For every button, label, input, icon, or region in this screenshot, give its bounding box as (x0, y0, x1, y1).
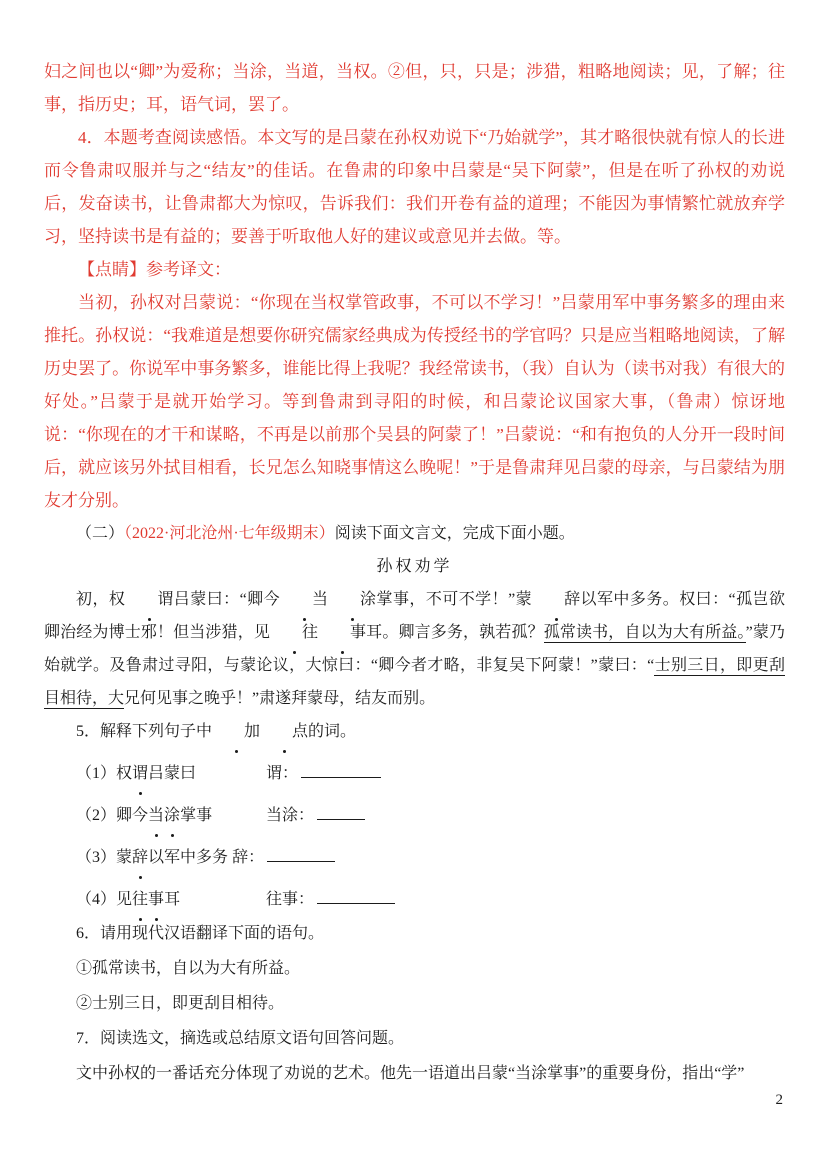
answer-blank (267, 846, 335, 862)
question-6 (44, 916, 785, 1021)
exercise-instruction: 阅读下面文言文，完成下面小题。 (334, 525, 575, 542)
question-5-item-1 (44, 757, 785, 790)
item-phrase: 权谓吕蒙曰 (116, 757, 266, 790)
item-label: 辞： (232, 849, 265, 866)
item-label: 谓： (266, 765, 299, 782)
question-7-body: 文中孙权的一番话充分体现了劝说的艺术。他先一语道出吕蒙“当涂掌事”的重要身份，指出“学” (76, 1065, 745, 1082)
item-number: （4） (76, 891, 117, 908)
exercise-header (44, 517, 785, 550)
item-phrase: 卿今当涂掌事 (116, 799, 266, 832)
exercise-number: （二） (76, 525, 125, 542)
answer-explanation-section (44, 55, 785, 517)
answer-paragraph-reference-heading: 【点睛】参考译文： (78, 260, 231, 279)
question-5-item-4 (44, 883, 785, 916)
answer-paragraph-question4: 4．本题考查阅读感悟。本文写的是吕蒙在孙权劝说下“乃始就学”，其才略很快就有惊人的长进而令鲁肃叹服并与之“结友”的佳话。在鲁肃的印象中吕蒙是“吴下阿蒙”，但是在听了孙权的劝说后，发奋读书，让鲁肃都大为惊叹，告诉我们：我们开卷有益的道理；不能因为事情繁忙就放弃学习，坚持读书是有益的；要善于听取他人好的建议或意见并去做。等。 (44, 128, 785, 246)
item-phrase: 蒙辞以军中多务 (116, 841, 228, 874)
question-6-sentence-1: ①孤常读书，自以为大有所益。 (76, 960, 301, 977)
answer-blank (317, 804, 365, 820)
question-7 (44, 1021, 785, 1091)
item-number: （2） (76, 807, 117, 824)
answer-blank (301, 762, 381, 778)
page-number: 2 (775, 1092, 783, 1108)
item-phrase: 见往事耳 (116, 883, 266, 916)
answer-paragraph-vocab-notes: 妇之间也以“卿”为爱称；当涂，当道，当权。②但，只，只是；涉猎，粗略地阅读；见，了解；往事，指历史；耳，语气词，罢了。 (44, 62, 785, 114)
classical-passage-text: 初，权 谓吕蒙曰：“卿今 当 涂掌事，不可不学！”蒙 辞以军中多务。权曰：“孤岂欲卿治经为博士邪！但当涉猎，见 往 事耳。卿言多务，孰若孤？孤常读书，自以为大有所益。”蒙乃始就学。及鲁肃过寻阳，与蒙论议，大惊曰：“卿今者才略，非复吴下阿蒙！”蒙曰：“士别三日，即更刮目相待，大兄何见事之晚乎！”肃遂拜蒙母，结友而别。 (44, 583, 785, 715)
answer-paragraph-translation: 当初，孙权对吕蒙说：“你现在当权掌管政事，不可以不学习！”吕蒙用军中事务繁多的理由来推托。孙权说：“我难道是想要你研究儒家经典成为传授经书的学官吗？只是应当粗略地阅读，了解历史罢了。你说军中事务繁多，谁能比得上我呢？我经常读书，（我）自认为（读书对我）有很大的好处。”吕蒙于是就开始学习。等到鲁肃到寻阳的时候，和吕蒙论议国家大事，（鲁肃）惊讶地说：“你现在的才干和谋略，不再是以前那个吴县的阿蒙了！”吕蒙说：“和有抱负的人分开一段时间后，就应该另外拭目相看，长兄怎么知晓事情这么晚呢！”于是鲁肃拜见吕蒙的母亲，与吕蒙结为朋友才分别。 (44, 293, 785, 510)
passage-title: 孙权劝学 (376, 558, 453, 575)
question-6-sentence-2: ②士别三日，即更刮目相待。 (76, 995, 285, 1012)
question-5-item-2 (44, 799, 785, 832)
exercise-section (44, 517, 785, 1091)
question-5-item-3 (44, 841, 785, 874)
question-5 (44, 715, 785, 916)
item-label: 当涂： (266, 807, 315, 824)
answer-blank (317, 888, 395, 904)
question-7-stem: 7．阅读选文，摘选或总结原文语句回答问题。 (76, 1030, 405, 1047)
question-5-stem: 5．解释下列句子中 加 点的词。 (44, 715, 785, 748)
question-6-stem: 6．请用现代汉语翻译下面的语句。 (76, 925, 325, 942)
item-number: （3） (76, 849, 117, 866)
exam-source-tag: （2022·河北沧州·七年级期末） (124, 525, 335, 542)
item-number: （1） (76, 765, 117, 782)
item-label: 往事： (266, 891, 315, 908)
